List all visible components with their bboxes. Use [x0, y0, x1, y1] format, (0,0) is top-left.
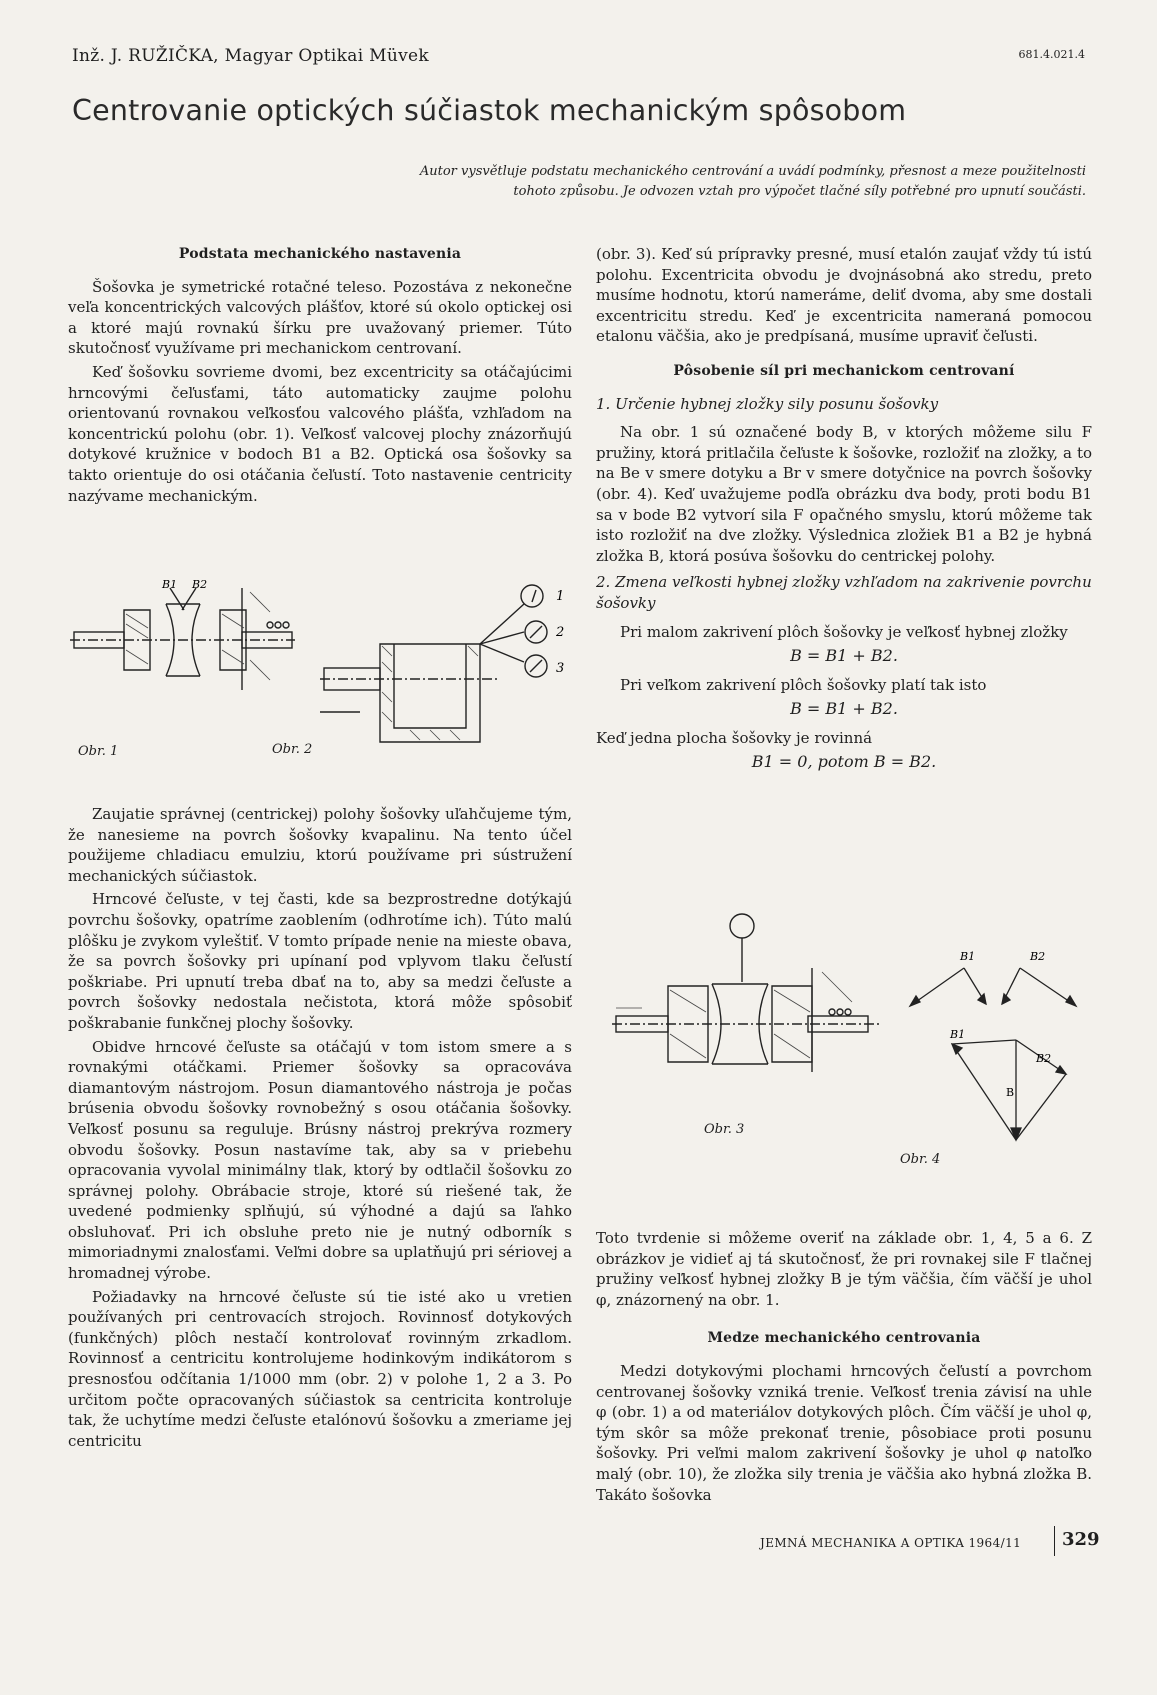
label-1: 1: [556, 589, 565, 604]
formula-2: B = B1 + B2.: [790, 699, 898, 719]
figure-3-drawing: [612, 912, 882, 1122]
figure-4: [890, 944, 1100, 1144]
journal-footer: JEMNÁ MECHANIKA A OPTIKA 1964/11: [760, 1536, 1022, 1550]
caption-obr-3: Obr. 3: [704, 1122, 745, 1137]
footer-separator: [1054, 1526, 1055, 1556]
page-number: 329: [1062, 1529, 1100, 1550]
paragraph: Hrncové čeľuste, v tej časti, kde sa bezprostredne dotýkajú povrchu šošovky, opatríme zaoblením (odhrotíme ich). Túto malú plôšku je zvykom vyleštiť. V tomto prípade nenie na mieste obava, že sa povrch šošovky pri upínaní pod vplyvom tlaku čeľustí poškriabe. Pri upnutí treba dbať na to, aby sa medzi čeľuste a povrch šošovky nedostala nečistota, ktorá môže spôsobiť poškrabanie funkčnej plochy šošovky.: [68, 890, 572, 1032]
figure-1-drawing: [70, 580, 295, 710]
formula-3: B1 = 0, potom B = B2.: [751, 752, 937, 772]
caption-obr-2: Obr. 2: [272, 742, 313, 757]
right-column: [596, 244, 1092, 781]
paragraph: Keď jedna plocha šošovky je rovinná: [596, 728, 873, 747]
paragraph: Požiadavky na hrncové čeľuste sú tie isté ako u vretien používaných pri centrovacích strojoch. Rovinnosť dotykových (funkčných) plôch nestačí kontrolovať rovinným zrkadlom. Rovinnosť a centricitu kontrolujeme hodinkovým indikátorom s presnosťou odčítania 1/1000 mm (obr. 2) v polohe 1, 2 a 3. Po určitom počte opracovaných súčiastok sa centricita kontroluje tak, že uchytíme medzi čeľuste etalónovú šošovku a zmeriame jej centricitu: [68, 1287, 572, 1450]
right-column-lower: [596, 1228, 1092, 1508]
left-column: [68, 244, 572, 509]
label-3: 3: [556, 661, 565, 676]
label-2: 2: [556, 625, 565, 640]
udc-code: 681.4.021.4: [1018, 48, 1085, 61]
paragraph: Pri malom zakrivení plôch šošovky je veľkosť hybnej zložky: [620, 622, 1068, 641]
subheading-2: 2. Zmena veľkosti hybnej zložky vzhľadom na zakrivenie povrchu šošovky: [596, 573, 1092, 612]
caption-obr-4: Obr. 4: [900, 1152, 941, 1167]
label-b1-top: B1: [960, 950, 976, 963]
paragraph: Toto tvrdenie si môžeme overiť na základe obr. 1, 4, 5 a 6. Z obrázkov je vidieť aj tá skutočnosť, že pri rovnakej sile F tlačnej pružiny veľkosť hybnej zložky B je tým väčšia, čím väčší je uhol φ, znázornený na obr. 1.: [596, 1229, 1092, 1309]
paragraph: Obidve hrncové čeľuste sa otáčajú v tom istom smere a s rovnakými otáčkami. Priemer šošovky sa opracováva diamantovým nástrojom. Posun diamantového nástroja je počas brúsenia obvodu šošovky rovnobežný s osou otáčania šošovky. Veľkosť posunu sa reguluje. Brúsny nástroj prekrýva rozmery obvodu šošovky. Posun nastavíme tak, aby sa v priebehu opracovania vyvolal minimálny tlak, ktorý by odtlačil šošovku zo správnej polohy. Obrábacie stroje, ktoré sú riešené tak, že uvedené podmienky splňujú, sú výhodné a dajú sa ľahko obsluhovať. Pri ich obsluhe preto nie je nutný odborník s mimoriadnymi znalosťami. Veľmi dobre sa uplatňujú pri sériovej a hromadnej výrobe.: [68, 1037, 572, 1283]
figure-3: [612, 912, 882, 1122]
left-column-lower: [68, 804, 572, 1454]
section-heading-2: Pôsobenie síl pri mechanickom centrovaní: [673, 362, 1015, 379]
paragraph: Medzi dotykovými plochami hrncových čeľustí a povrchom centrovanej šošovky vzniká trenie. Veľkosť trenia závisí na uhle φ (obr. 1) a od materiálov dotykových plôch. Čím väčší je uhol φ, tým skôr sa môže prekonať trenie, pôsobiace proti posunu šošovky. Pri veľmi malom zakrivení šošovky je uhol φ natoľko malý (obr. 10), že zložka sily trenia je väčšia ako hybná zložka B. Takáto šošovka: [596, 1361, 1092, 1504]
label-b-resultant: B: [1006, 1086, 1015, 1099]
paragraph: Šošovka je symetrické rotačné teleso. Pozostáva z nekonečne veľa koncentrických valcových plášťov, ktoré sú okolo optickej osi a ktoré majú rovnakú šírku pre uvažovaný priemer. Túto skutočnosť využívame pri mechanickom centrovaní.: [68, 277, 572, 358]
paragraph: Keď šošovku sovrieme dvomi, bez excentricity sa otáčajúcimi hrncovými čeľusťami, táto automaticky zaujme polohu orientovanú rovnakou veľkosťou valcového plášťa, vzhľadom na koncentrickú polohu (obr. 1). Veľkosť valcovej plochy znázorňujú dotykové kružnice v bodoch B1 a B2. Optická osa šošovky sa takto orientuje do osi otáčania čeľustí. Toto nastavenie centricity nazývame mechanickým.: [68, 362, 572, 505]
label-b2: B2: [192, 580, 208, 591]
author-line: Inž. J. RUŽIČKA, Magyar Optikai Müvek: [72, 46, 429, 66]
figure-1: [70, 580, 295, 710]
paragraph: Pri veľkom zakrivení plôch šošovky platí tak isto: [620, 675, 987, 694]
figure-2: [320, 582, 580, 752]
paragraph: (obr. 3). Keď sú prípravky presné, musí etalón zaujať vždy tú istú polohu. Excentricita obvodu je dvojnásobná ako stredu, preto musíme hodnotu, ktorú nameráme, deliť dvoma, aby sme dostali excentricitu stredu. Keď je excentricita nameraná pomocou etalonu väčšia, ako je predpísaná, musíme upraviť čeľusti.: [596, 245, 1092, 346]
formula-1: B = B1 + B2.: [790, 646, 898, 666]
section-heading-1: Podstata mechanického nastavenia: [178, 246, 462, 262]
label-b2-inner: B2: [1036, 1052, 1052, 1065]
abstract: Autor vysvětluje podstatu mechanického centrování a uvádí podmínky, přesnost a meze použitelnosti tohoto způsobu. Je odvozen vztah pro výpočet tlačné síly potřebné pro upnutí součásti.: [419, 164, 1086, 199]
caption-obr-1: Obr. 1: [78, 744, 119, 759]
paragraph: Zaujatie správnej (centrickej) polohy šošovky uľahčujeme tým, že nanesieme na povrch šošovky kvapalinu. Na tento účel použijeme chladiacu emulziu, ktorú používame pri sústružení mechanických súčiastok.: [68, 805, 572, 885]
paragraph: Na obr. 1 sú označené body B, v ktorých môžeme silu F pružiny, ktorá pritlačila čeľuste k šošovke, rozložiť na zložky, a to na Be v smere dotyku a Br v smere dotyčnice na povrch šošovky (obr. 4). Keď uvažujeme podľa obrázku dva body, proti bodu B1 sa v bode B2 vytvorí sila F opačného smyslu, ktorú môžeme tak isto rozložiť na dve zložky. Výslednica zložiek B1 a B2 je hybná zložka B, ktorá posúva šošovku do centrickej polohy.: [596, 423, 1092, 565]
label-b1: B1: [162, 580, 178, 591]
figure-2-drawing: [320, 582, 580, 752]
subheading-1: 1. Určenie hybnej zložky sily posunu šošovky: [596, 394, 939, 413]
article-title: Centrovanie optických súčiastok mechanickým spôsobom: [72, 94, 907, 127]
label-b2-top: B2: [1030, 950, 1046, 963]
label-b1-inner: B1: [950, 1028, 966, 1041]
section-heading-3: Medze mechanického centrovania: [707, 1330, 981, 1347]
figure-4-drawing: [890, 944, 1100, 1144]
